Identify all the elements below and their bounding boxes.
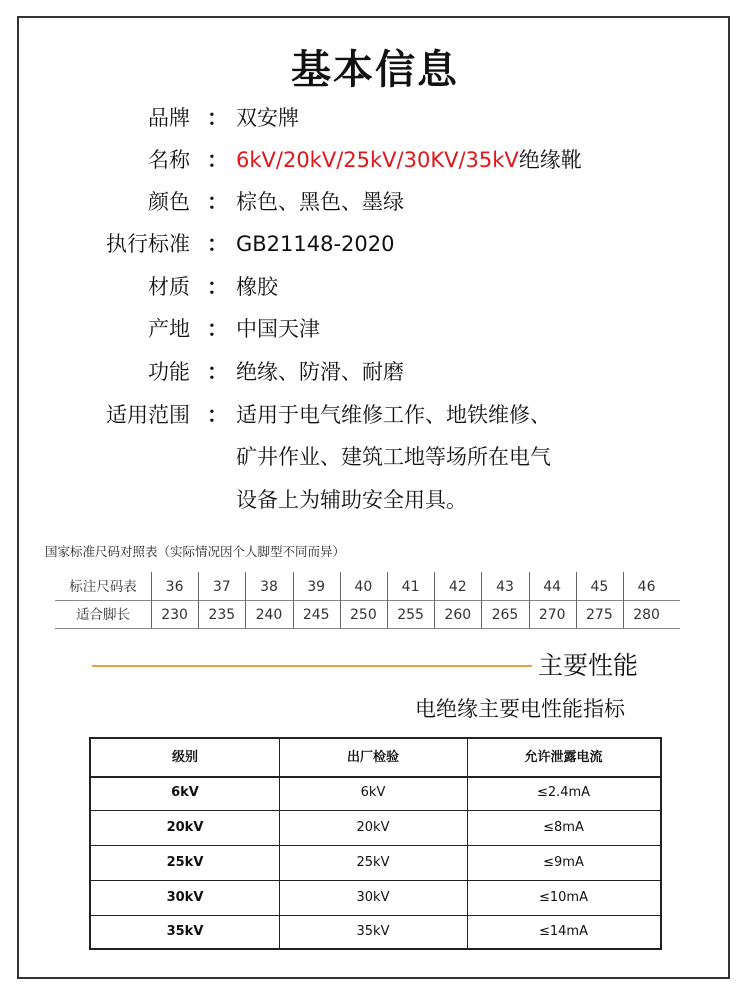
size-value: 38: [260, 579, 278, 595]
size-row-label: 标注尺码表: [69, 579, 137, 595]
foot-length-value: 275: [586, 607, 613, 623]
foot-length-value: 250: [350, 607, 377, 623]
size-value: 41: [401, 579, 420, 595]
size-value: 37: [212, 579, 231, 595]
info-value: GB21148-2020: [236, 232, 395, 256]
scope-line: 适用于电气维修工作、地铁维修、: [236, 403, 551, 427]
info-colon: ：: [207, 403, 228, 427]
info-label: 适用范围: [106, 403, 190, 427]
factory-test-cell: 30kV: [356, 890, 390, 905]
size-value: 42: [448, 579, 467, 595]
size-value: 40: [354, 579, 373, 595]
page-title: 基本信息: [291, 47, 459, 93]
info-value: 橡胶: [236, 275, 278, 299]
foot-length-value: 240: [255, 607, 283, 623]
voltage-level-cell: 35kV: [166, 924, 204, 939]
info-value: [236, 142, 582, 178]
section-divider: [92, 665, 532, 667]
voltage-rating: 6kV/20kV/25kV/30KV/35kV: [236, 148, 519, 172]
info-label: 名称: [148, 148, 190, 172]
info-label: 执行标准: [106, 232, 190, 256]
leakage-current-cell: ≤8mA: [543, 820, 584, 835]
foot-length-value: 235: [208, 607, 236, 623]
size-value: 39: [307, 579, 326, 595]
info-label: 材质: [148, 275, 190, 299]
section-subtitle: 电绝缘主要电性能指标: [415, 697, 625, 721]
table-header-cell: 允许泄露电流: [524, 750, 603, 765]
section-title: 主要性能: [538, 651, 639, 680]
voltage-level-cell: 6kV: [171, 785, 199, 800]
performance-table: [89, 737, 662, 950]
voltage-level-cell: 30kV: [166, 890, 204, 905]
size-table-divider: [55, 600, 680, 601]
info-value: 绝缘、防滑、耐磨: [236, 360, 404, 384]
info-value: 棕色、黑色、墨绿: [236, 190, 404, 214]
leakage-current-cell: ≤2.4mA: [536, 785, 591, 800]
scope-line: 设备上为辅助安全用具。: [236, 488, 467, 512]
size-table-bottom: [55, 628, 680, 629]
factory-test-cell: 6kV: [360, 785, 386, 800]
size-value: 44: [543, 579, 562, 595]
foot-length-value: 280: [633, 607, 660, 623]
factory-test-cell: 35kV: [356, 924, 390, 939]
foot-length-value: 255: [397, 607, 424, 623]
foot-length-value: 245: [302, 607, 330, 623]
voltage-level-cell: 20kV: [166, 820, 204, 835]
foot-length-value: 230: [161, 607, 188, 623]
factory-test-cell: 20kV: [356, 820, 390, 835]
foot-length-value: 270: [538, 607, 566, 623]
info-value: 中国天津: [236, 317, 320, 341]
product-type: 绝缘靴: [518, 148, 582, 172]
leakage-current-cell: ≤14mA: [539, 924, 588, 939]
voltage-level-cell: 25kV: [166, 855, 204, 870]
leakage-current-cell: ≤9mA: [543, 855, 584, 870]
info-colon: ：: [207, 148, 228, 172]
foot-length-value: 265: [491, 607, 519, 623]
info-colon: ：: [207, 232, 228, 256]
table-header-cell: 出厂检验: [346, 750, 399, 765]
size-table-caption: 国家标准尺码对照表（实际情况因个人脚型不同而异）: [45, 544, 346, 559]
info-colon: ：: [207, 317, 228, 341]
info-colon: ：: [207, 106, 228, 130]
size-value: 46: [637, 579, 656, 595]
info-label: 产地: [148, 317, 190, 341]
scope-line: 矿井作业、建筑工地等场所在电气: [236, 445, 551, 469]
info-colon: ：: [207, 275, 228, 299]
info-label: 品牌: [148, 106, 190, 130]
info-colon: ：: [207, 190, 228, 214]
size-value: 45: [590, 579, 609, 595]
size-value: 36: [165, 579, 184, 595]
size-value: 43: [496, 579, 514, 595]
foot-length-value: 260: [444, 607, 472, 623]
leakage-current-cell: ≤10mA: [539, 890, 588, 905]
info-value: 双安牌: [236, 106, 299, 130]
table-header-cell: 级别: [171, 750, 198, 765]
factory-test-cell: 25kV: [356, 855, 390, 870]
info-label: 功能: [148, 360, 190, 384]
info-label: 颜色: [148, 190, 190, 214]
length-row-label: 适合脚长: [76, 607, 130, 623]
info-colon: ：: [207, 360, 228, 384]
